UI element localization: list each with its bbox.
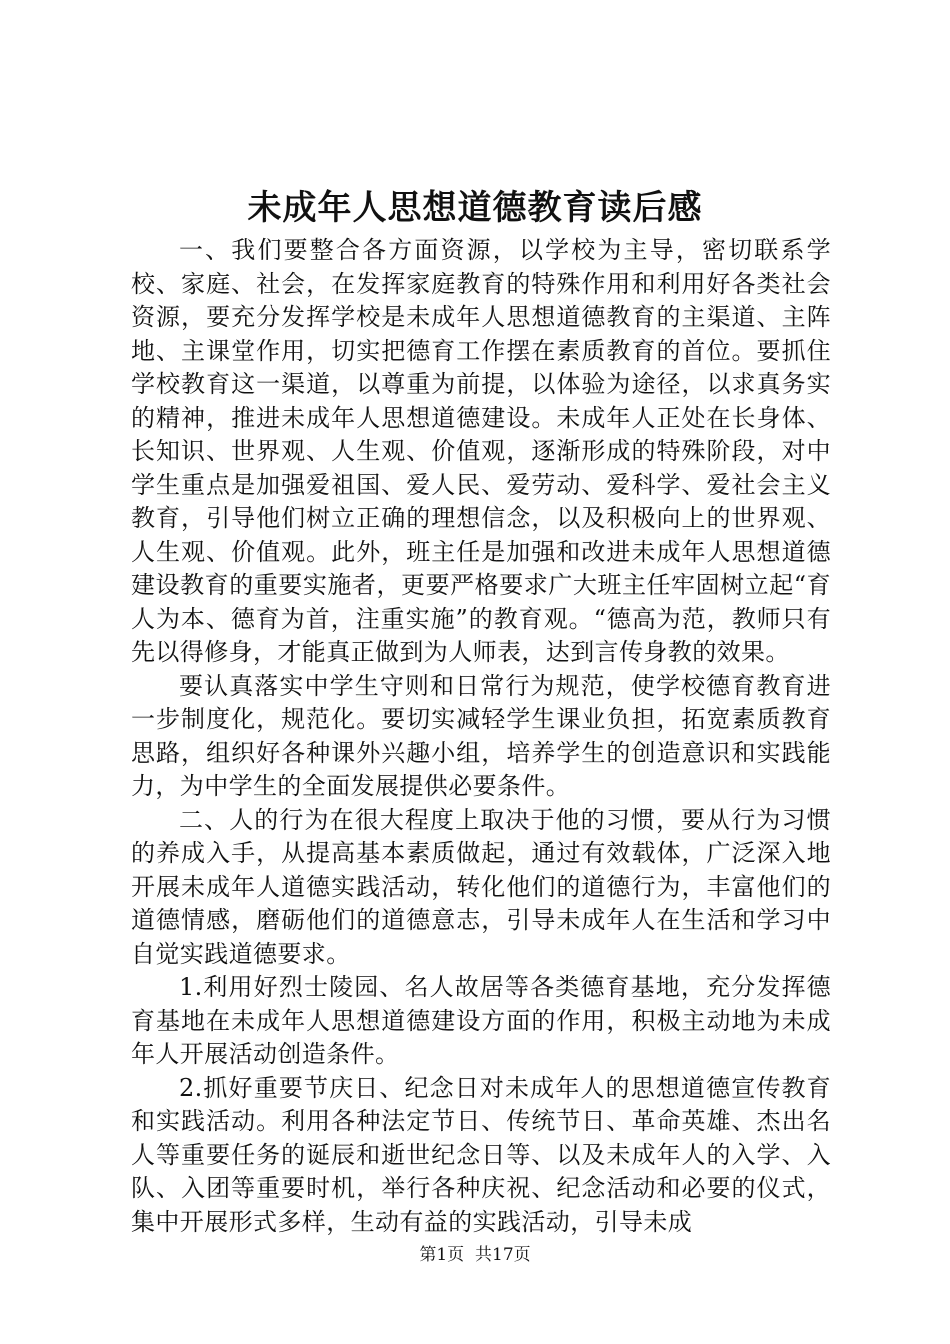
paragraph-2: 要认真落实中学生守则和日常行为规范，使学校德育教育进一步制度化，规范化。要切实减轻学生课业负担，拓宽素质教育思路，组织好各种课外兴趣小组，培养学生的创造意识和实践能力，为中学生的全面发展提供必要条件。 [131,671,831,800]
paragraph-5: 2.抓好重要节庆日、纪念日对未成年人的思想道德宣传教育和实践活动。利用各种法定节日、传统节日、革命英雄、杰出名人等重要任务的诞辰和逝世纪念日等、以及未成年人的入学、入队、入团等重要时机，举行各种庆祝、纪念活动和必要的仪式，集中开展形式多样，生动有益的实践活动，引导未成 [131,1073,831,1236]
paragraph-1: 一、我们要整合各方面资源，以学校为主导，密切联系学校、家庭、社会，在发挥家庭教育的特殊作用和利用好各类社会资源，要充分发挥学校是未成年人思想道德教育的主渠道、主阵地、主课堂作用，切实把德育工作摆在素质教育的首位。要抓住学校教育这一渠道，以尊重为前提，以体验为途径，以求真务实的精神，推进未成年人思想道德建设。未成年人正处在长身体、长知识、世界观、人生观、价值观，逐渐形成的特殊阶段，对中学生重点是加强爱祖国、爱人民、爱劳动、爱科学、爱社会主义教育，引导他们树立正确的理想信念，以及积极向上的世界观、人生观、价值观。此外，班主任是加强和改进未成年人思想道德建设教育的重要实施者，更要严格要求广大班主任牢固树立起“育人为本、德育为首，注重实施”的教育观。“德高为范，教师只有先以得修身，才能真正做到为人师表，达到言传身教的效果。 [131,236,831,666]
page-number: 第1页 [419,1245,465,1265]
paragraph-3: 二、人的行为在很大程度上取决于他的习惯，要从行为习惯的养成入手，从提高基本素质做起，通过有效载体，广泛深入地开展未成年人道德实践活动，转化他们的道德行为，丰富他们的道德情感，磨砺他们的道德意志，引导未成年人在生活和学习中自觉实践道德要求。 [131,805,831,968]
page-footer [0,1243,950,1267]
paragraph-4: 1.利用好烈士陵园、名人故居等各类德育基地，充分发挥德育基地在未成年人思想道德建设方面的作用，积极主动地为未成年人开展活动创造条件。 [131,973,831,1068]
total-pages: 共17页 [475,1245,531,1265]
footer-spacer [464,1245,475,1265]
document-title: 未成年人思想道德教育读后感 [247,188,703,228]
document-body [131,234,831,1239]
